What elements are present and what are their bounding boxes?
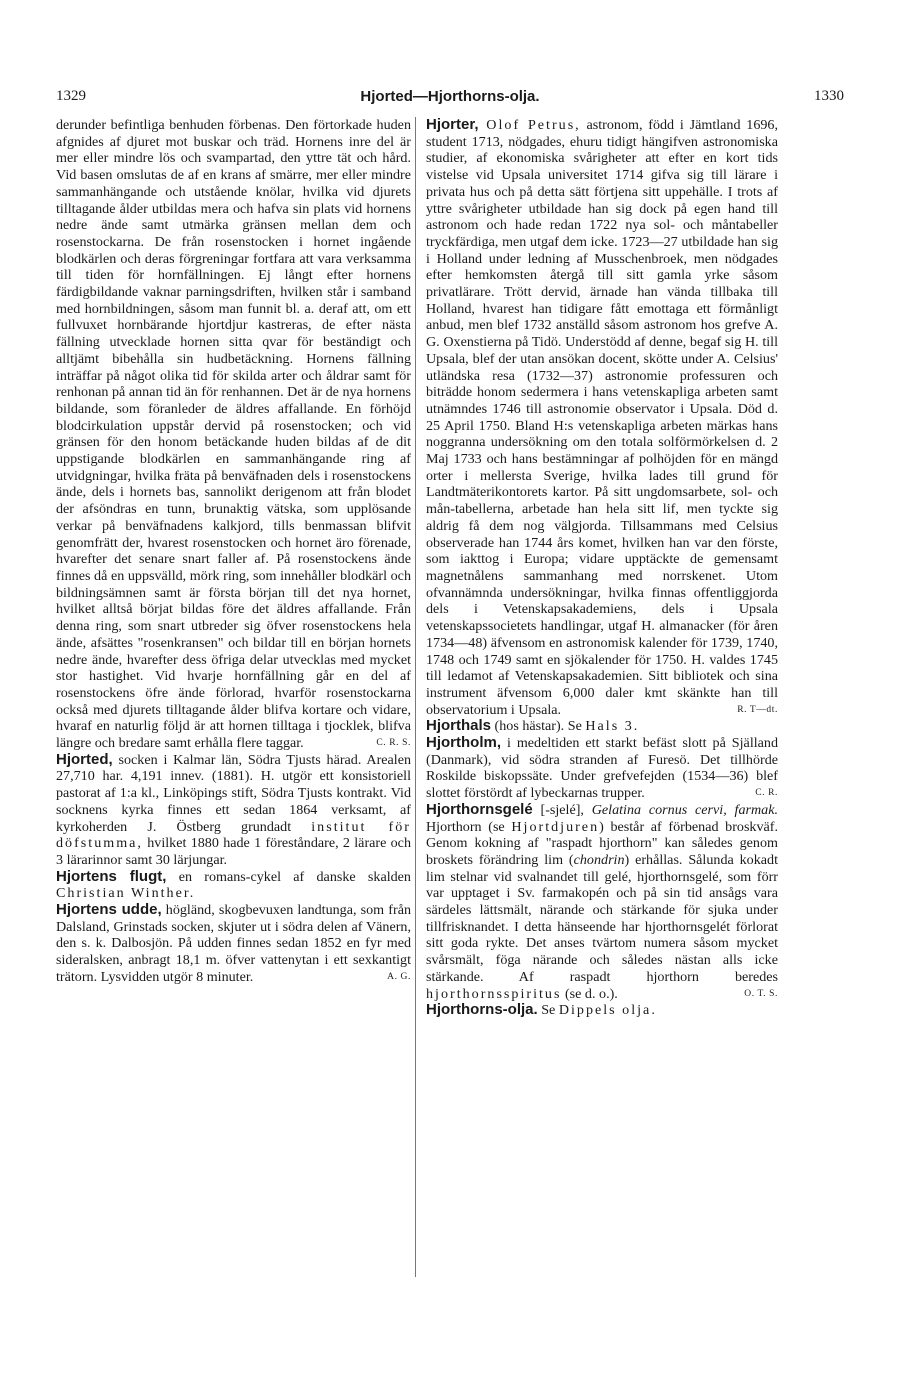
spaced-text: Hals 3. xyxy=(585,718,640,735)
entry-text: astronom, född i Jämtland 1696, student 1713, nödgades, ehuru tidigt hängifven astronomiska studier, af ekonomiska svårigheter att efter en kort tids vistelse vid Upsala universitet 1714 gifva sig till lärare i privata hus och på detta sätt förtjena sitt uppehälle. I trots af yttre svårigheter utbildade han sig dock på egen hand till astronom och hade redan 1722 nya sol- och måntabeller tryckfärdiga, men utgaf dem icke. 1723—27 utbildade han sig i Holland under ledning af Musschenbroek, men nödgades efter hemkomsten återgå till sitt gamla yrke såsom privatlärare. Trött dervid, ärnade han vända tillbaka till Holland, hvarest han tidigare fått emottaga ett förmånligt anbud, men blef 1732 anställd såsom astronom hos grefve A. G. Oxenstierna på Tidö. Understödd af denne, begaf sig H. till Upsala, blef der utan ansökan docent, skötte under A. Celsius' utländska resa (1732—37) astronomie professuren och biträdde honom sedermera i hans vetenskapliga arbeten samt utnämndes 1746 till astronomie observator i Upsala. Död d. 25 April 1750. Bland H:s vetenskapliga arbeten märkas hans noggranna undersökning om den totala solförmörkelsen d. 2 Maj 1733 och hans bestämningar af polhöjden för en mängd orter i mellersta Sverige, hvilka lades till grund för Landtmäterikontorets kartor. På sitt ungdomsarbete, sol- och mån-tabellerna, arbetade han hela sitt lif, men tyckte sig aldrig få dem nog välgjorda. Tillsammans med Celsius observerade han 1744 års komet, hvilken han var den förste, som iakttog i Europa; vidare upptäckte de gemensamt magnetnålens sammanhang med norrskenet. Utom ofvannämnda undersökningar, hvilka finnas offentliggjorda dels i Vetenskapsakademiens, dels i Upsala vetenskapssocietets handlingar, utgaf H. almanacker (för åren 1734—48) äfvensom en astronomisk kalender för 1739, 1740, 1748 och 1749 samt en sjökalender för 1750. H. valdes 1745 till ledamot af Vetenskapsakademien. Sitt bibliotek och sina instrument äfvensom 6,000 daler kmt skänkte han till observatorium i Upsala. xyxy=(426,117,779,718)
entry-hjorted xyxy=(56,752,411,869)
page-header xyxy=(56,88,844,110)
entry-text: (se d. o.). xyxy=(561,985,618,1002)
right-column xyxy=(426,117,778,1019)
headword: Hjortholm, xyxy=(426,734,501,752)
entry-hjortdjuren-continued xyxy=(56,117,411,752)
spaced-text: Dippels olja. xyxy=(558,1002,657,1019)
entry-hjorthals xyxy=(426,718,778,735)
spaced-text: institut för döfstumma, xyxy=(56,818,411,852)
entry-text: högländ, skogbevuxen landtunga, som från Dalsland, Grinstads socken, skjuter ut i södra delen af Vänern, den s. k. Dalbosjön. På udden finnes sedan 1852 en fyr med sideralsken, anbragt 18,1 m. öfver vattenytan i ett sexkantigt trätorn. Lysvidden utgör 8 minuter. xyxy=(56,902,411,985)
page-number-left: 1329 xyxy=(56,88,86,104)
headword: Hjortens flugt, xyxy=(56,867,167,885)
entry-hjorter xyxy=(426,117,778,718)
author-signature: R. T—dt. xyxy=(737,704,778,715)
entry-hjortens-flugt xyxy=(56,869,411,902)
headword: Hjorthorns-olja. xyxy=(426,1001,538,1019)
italic-text: Gelatina cornus cervi, farmak. xyxy=(591,801,778,818)
author-signature: C. R. xyxy=(755,788,778,799)
entry-hjortholm xyxy=(426,735,778,802)
page-number-right: 1330 xyxy=(814,88,844,104)
italic-text: chondrin xyxy=(573,851,625,868)
author-signature: A. G. xyxy=(387,971,411,982)
author-signature: O. T. S. xyxy=(744,988,778,999)
headword: Hjorted, xyxy=(56,750,113,768)
spaced-text: hjorthornsspiritus xyxy=(426,985,562,1002)
headword: Hjorthornsgelé xyxy=(426,800,533,818)
entry-hjorthorns-olja xyxy=(426,1002,778,1019)
left-column xyxy=(56,117,411,986)
entry-text: ) erhållas. Sålunda kokadt lim stelnar vid svalnandet till gelé, hjorthornsgelé, som förr var upptaget i Sv. farmakopén och på sin tid ansågs vara särdeles lättsmält, närande och stärkande för sjuka under tillfrisknandet. I detta hänseende har hjorthornsgelét förlorat sitt goda rykte. Det anses tvärtom numera såsom mycket svårsmält, föga närande och således nästan alls icke stärkande. Af raspadt hjorthorn beredes xyxy=(426,851,778,985)
headword: Hjorter, xyxy=(426,116,479,133)
entry-text: en romans-cykel af danske skalden xyxy=(166,868,411,885)
entry-text: (hos hästar). Se xyxy=(491,718,586,735)
entry-text: Se xyxy=(537,1002,559,1019)
author-signature: C. R. S. xyxy=(376,738,411,749)
entry-text: ) består af förbenad broskväf. Genom kokning af "raspadt hjorthorn" kan således genom broskets förändring lim ( xyxy=(426,818,778,868)
headword: Hjortens udde, xyxy=(56,901,162,919)
entry-text: Hjorthorn (se xyxy=(426,818,512,835)
entry-hjortens-udde xyxy=(56,902,411,986)
column-divider xyxy=(415,117,416,1277)
entry-text: derunder befintliga benhuden förbenas. Den förtorkade huden afgnides af djuret mot buskar och träd. Hornens inre del är mer eller mindre lös och svampartad, den yttre tät och hård. Vid basen omslutas de af en krans af smärre, mer eller mindre sammanhängande och utstående knölar, hvilka vid djurets tilltagande ålder utbildas mera och hafva sin plats vid hornens nedre ände samt utmärka gränsen mellan dem och rosenstockarna. De från rosenstocken i hornet ingående blodkärlen och deras förgreningar fortfara att vara verksamma till tiden för hornfällningen. Ej långt efter hornens färdigbildande vaknar parningsdriften, hvilken står i samband med hornbildningen, såsom man funnit bl. a. deraf att, om ett fullvuxet hornbärande hjortdjur kastreras, de efter nästa fällning utvecklade hornen sitta qvar för beständigt och alltjämt bibehålla sin hudbetäckning. Hornens fällning inträffar på något olika tid för skilda arter och åldrar samt för renhonan på annan tid än för renhannen. Det är de nya hornens bildande, som föranleder de äldres affallande. En förhöjd blodcirkulation uppstår dervid på rosenstocken; och vid gränsen för den honom betäckande huden bildas af de dit uppstigande blodkärlen en sammanhängande ring af utvidgningar, hvilka fräta på benväfnaden dels i rosenstockens ände, dels i hornets bas, sannolikt derigenom att från blodet der afsöndras en tunn, brunaktig vätska, som upplösande verkar på benväfnadens kalkjord, tills benmassan blifvit genomfrätt der, hvarest rosenstocken och hornet äro förenade, hvarefter det senare snart faller af. På rosenstockens ände finnes då en uppsvälld, mörk ring, som innehåller blodkärl och bildningsämnen samt är första början till det nya hornet, hvilket alltså börjat bildas före det äldres affallande. Från denna ring, som snart utbreder sig öfver rosenstockens hela ände, afsättes "rosenkransen" och bildar till en början hornets nedre ände, hvarefter dess öfriga delar utvecklas med mycket stor hastighet. Vid hvarje hornfällning går en del af rosenstockens öfre ände förlorad, hvarför rosenstockarna också med djurets tilltagande ålder blifva kortare och vidare, hvaraf en naturlig följd är att hornen tilltaga i tjocklek, blifva längre och bredare samt erhålla flere taggar. xyxy=(56,117,411,752)
spaced-text: Christian Winther. xyxy=(56,885,196,902)
headword: Hjorthals xyxy=(426,717,492,735)
entry-text: socken i Kalmar län, Södra Tjusts härad. Arealen 27,710 har. 4,191 innev. (1881). H. utgör ett konsistoriell pastorat af 1:a kl., Linköpings stift, Södra Tjusts kontrakt. Vid socknens kyrka finnes ett sedan 1864 verksamt, af kyrkoherden J. Östberg grundadt xyxy=(56,751,411,835)
entry-text: [-sjelé], xyxy=(532,801,592,818)
entry-text: hvilket 1880 hade 1 föreståndare, 2 lärare och 3 lärarinnor samt 30 lärjungar. xyxy=(56,835,411,868)
spaced-text: Hjortdjuren xyxy=(511,818,600,835)
spaced-text: Olof Petrus, xyxy=(478,117,581,133)
running-title: Hjorted—Hjorthorns-olja. xyxy=(360,88,540,105)
entry-hjorthornsgele xyxy=(426,802,778,1002)
entry-text: i medeltiden ett starkt befäst slott på Själland (Danmark), vid södra stranden af Furesö. Det tillhörde Roskilde biskopssäte. Under grefvefejden (1534—36) blef slottet förstördt af lybeckarnas trupper. xyxy=(426,735,778,802)
